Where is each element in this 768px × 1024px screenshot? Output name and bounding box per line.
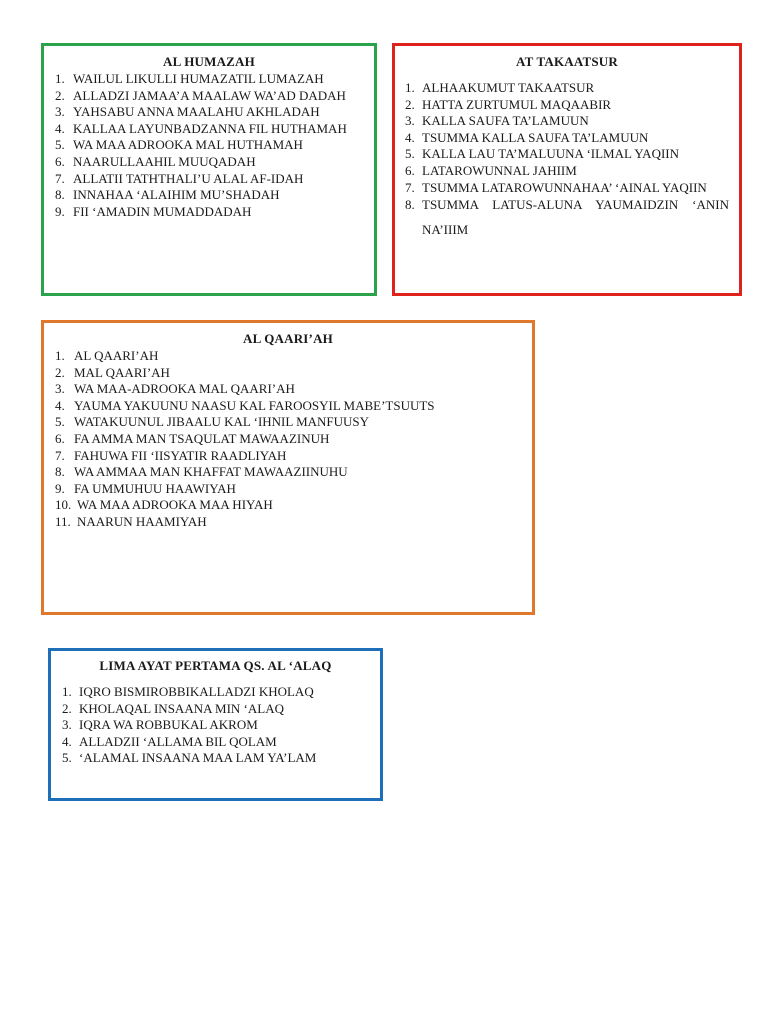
list-item: 3. IQRA WA ROBBUKAL AKROM bbox=[62, 717, 258, 733]
at-takaatsur-title: AT TAKAATSUR bbox=[516, 54, 618, 69]
al-humazah-title: AL HUMAZAH bbox=[163, 54, 255, 69]
at-takaatsur-list bbox=[405, 80, 729, 242]
list-item: 7. FAHUWA FII ‘IISYATIR RAADLIYAH bbox=[55, 447, 287, 463]
at-takaatsur-box bbox=[392, 43, 742, 296]
al-qaariah-box bbox=[41, 320, 535, 615]
list-item: 6. NAARULLAAHIL MUUQADAH bbox=[55, 153, 256, 169]
list-item: 1. ALHAAKUMUT TAKAATSUR bbox=[405, 80, 595, 95]
list-item: 4. KALLAA LAYUNBADZANNA FIL HUTHAMAH bbox=[55, 120, 347, 136]
list-item: 1. IQRO BISMIROBBIKALLADZI KHOLAQ bbox=[62, 684, 314, 699]
al-humazah-list bbox=[55, 71, 374, 220]
list-item: 4. TSUMMA KALLA SAUFA TA’LAMUUN bbox=[405, 129, 649, 145]
list-item: 4. YAUMA YAKUUNU NAASU KAL FAROOSYIL MABE’TSUUTS bbox=[55, 397, 435, 413]
al-alaq-title: LIMA AYAT PERTAMA QS. AL ‘ALAQ bbox=[99, 658, 332, 673]
list-item: 9. FA UMMUHUU HAAWIYAH bbox=[55, 480, 236, 496]
list-item: 11. NAARUN HAAMIYAH bbox=[55, 513, 207, 529]
list-item: 3. WA MAA-ADROOKA MAL QAARI’AH bbox=[55, 381, 295, 397]
al-alaq-box bbox=[48, 648, 383, 801]
list-item: 7. TSUMMA LATAROWUNNAHAA’ ‘AINAL YAQIIN bbox=[405, 179, 707, 195]
list-item: 3. YAHSABU ANNA MAALAHU AKHLADAH bbox=[55, 104, 320, 120]
list-item: 2. HATTA ZURTUMUL MAQAABIR bbox=[405, 96, 612, 112]
al-humazah-box bbox=[41, 43, 377, 296]
list-item: 6. FA AMMA MAN TSAQULAT MAWAAZINUH bbox=[55, 430, 330, 446]
list-item: 2. MAL QAARI’AH bbox=[55, 364, 170, 380]
list-item: 7. ALLATII TATHTHALI’U ALAL AF-IDAH bbox=[55, 170, 304, 186]
al-qaariah-list bbox=[55, 348, 532, 531]
list-item: 5. ‘ALAMAL INSAANA MAA LAM YA’LAM bbox=[62, 750, 317, 766]
al-qaariah-title: AL QAARI’AH bbox=[243, 331, 333, 346]
list-item: 8. INNAHAA ‘ALAIHIM MU’SHADAH bbox=[55, 187, 280, 203]
list-item: 5. KALLA LAU TA’MALUUNA ‘ILMAL YAQIIN bbox=[405, 146, 680, 162]
list-item: 1. AL QAARI’AH bbox=[55, 348, 159, 363]
list-item: 3. KALLA SAUFA TA’LAMUUN bbox=[405, 113, 589, 129]
list-item: 10. WA MAA ADROOKA MAA HIYAH bbox=[55, 497, 273, 513]
list-item: 2. KHOLAQAL INSAANA MIN ‘ALAQ bbox=[62, 700, 284, 716]
list-item: 8. TSUMMA LATUS-ALUNA YAUMAIDZIN ‘ANIN NA’IIIM bbox=[405, 197, 729, 238]
list-item: 1. WAILUL LIKULLI HUMAZATIL LUMAZAH bbox=[55, 71, 324, 86]
list-item: 4. ALLADZII ‘ALLAMA BIL QOLAM bbox=[62, 733, 277, 749]
list-item: 6. LATAROWUNNAL JAHIIM bbox=[405, 162, 577, 178]
list-item: 5. WA MAA ADROOKA MAL HUTHAMAH bbox=[55, 137, 303, 153]
list-item: 5. WATAKUUNUL JIBAALU KAL ‘IHNIL MANFUUSY bbox=[55, 414, 370, 430]
list-item: 9. FII ‘AMADIN MUMADDADAH bbox=[55, 203, 252, 219]
list-item: 8. WA AMMAA MAN KHAFFAT MAWAAZIINUHU bbox=[55, 464, 348, 480]
al-alaq-list bbox=[62, 684, 380, 767]
list-item: 2. ALLADZI JAMAA’A MAALAW WA’AD DADAH bbox=[55, 87, 346, 103]
